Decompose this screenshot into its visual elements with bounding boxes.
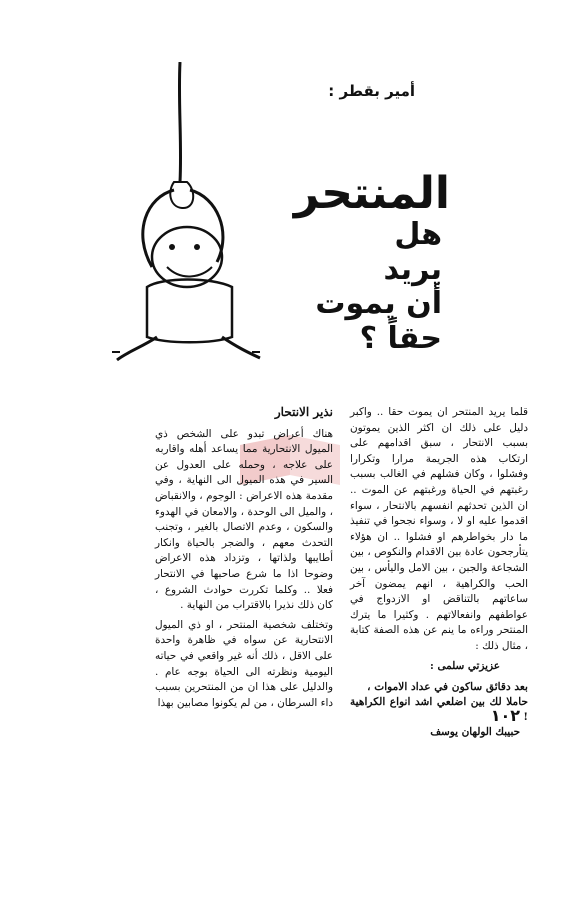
author-name: أمير بقطر : bbox=[328, 82, 415, 100]
title-main: المنتحر bbox=[293, 168, 450, 219]
page-number: ١٠٢ bbox=[490, 706, 520, 725]
article-title bbox=[250, 170, 450, 356]
subtitle-line-3: أن يموت bbox=[315, 286, 442, 322]
letter-signature: حبيبك الولهان يوسف bbox=[430, 726, 520, 739]
subtitle-line-2: يريد bbox=[383, 251, 442, 287]
right-paragraph: قلما يريد المنتحر ان يموت حقا .. واكبر دليل على ذلك ان اكثر الذين يموتون بسبب الانتحار ، سبق اقدامهم على ارتكاب هذه الجريمة مرارا وتكرارا وفشلوا ، وكان فشلهم في الغالب بسبب رغبتهم في الحياة ورغبتهم عن الموت .. ان الذين تحدثهم انفسهم بالانتحار ، سواء اقدموا عليه او لا ، وسواء نجحوا في تنفيذ ما دار بخواطرهم او فشلوا .. ان هؤلاء يتأرجحون عادة بين الاقدام والنكوص ، بين الشجاعة والجبن ، بين الامل واليأس ، بين الحب والكراهية ، انهم يمضون آخر ساعاتهم بالتناقض او الازدواج في عواطفهم وانفعالاتهم . وكثيرا ما يترك المنتحر وراءه ما ينم عن هذه الصفة كتابة ، مثال ذلك : bbox=[350, 406, 528, 652]
section-heading: نذير الانتحار bbox=[274, 405, 333, 419]
left-paragraph: وتختلف شخصية المنتحر ، او ذي الميول الانتحارية عن سواه في ظاهرة واحدة على الاقل ، ذلك أنه غير واقعي في حياته اليومية ونظرته الى الحياة بوجه عام . والدليل على هذا ان من المنتحرين بسبب داء السرطان ، من لم يكونوا مصابين بهذا bbox=[155, 618, 333, 709]
letter-line: حاملا لك بين اضلعي اشد انواع الكراهية ! bbox=[350, 696, 528, 724]
subtitle-line-4: حقاً ؟ bbox=[359, 320, 442, 356]
article-column-right bbox=[350, 405, 528, 741]
article-column-left bbox=[155, 405, 333, 715]
letter-line: بعد دقائق ساكون في عداد الاموات ، bbox=[367, 681, 528, 694]
left-paragraph: هناك أعراض تبدو على الشخص ذي الميول الانتحارية مما يساعد أهله واقاربه على علاجه ، وحمله على العدول عن السير في هذه الميول الى النهاية ، وفي مقدمة هذه الاعراض : الوجوم ، والانقباض ، والميل الى الوحدة ، والامعان في الهدوء والسكون ، وعدم الاتصال بالغير ، وتجنب التحدث معهم ، والضجر بالحياة وانكار أطايبها ولذاتها ، وتزداد هذه الاعراض وضوحا اذا ما شرع صاحبها في الانتحار فعلا .. وكلما تكررت حوادث الشروع ، كان ذلك نذيرا بالاقتراب من النهاية . bbox=[155, 427, 333, 612]
subtitle-line-1: هل bbox=[394, 217, 442, 253]
letter-greeting: عزيزتي سلمى : bbox=[430, 659, 500, 672]
